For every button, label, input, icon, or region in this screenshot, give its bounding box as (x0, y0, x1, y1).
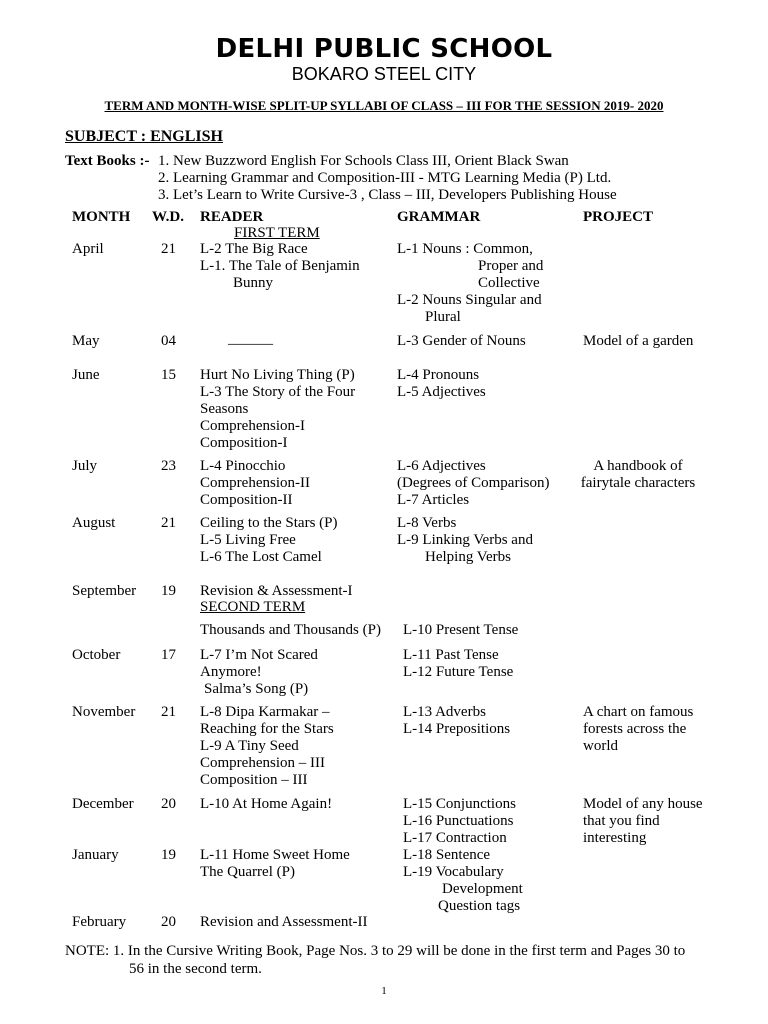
note-line: 56 in the second term. (129, 961, 262, 977)
grammar-line: L-6 Adjectives (397, 458, 486, 474)
grammar-line: Plural (425, 309, 461, 325)
grammar-line: L-12 Future Tense (403, 664, 514, 680)
reader-line: L-11 Home Sweet Home (200, 847, 350, 863)
month-april: April (72, 241, 104, 257)
wd-july: 23 (161, 458, 176, 474)
month-october: October (72, 647, 121, 663)
grammar-line: L-11 Past Tense (403, 647, 499, 663)
reader-line: L-5 Living Free (200, 532, 296, 548)
reader-line: Revision & Assessment-I (200, 583, 353, 599)
grammar-line: L-9 Linking Verbs and (397, 532, 533, 548)
project-line: interesting (583, 830, 647, 846)
month-november: November (72, 704, 136, 720)
reader-line: Thousands and Thousands (P) (200, 622, 381, 638)
month-june: June (72, 367, 100, 383)
reader-line: Comprehension-II (200, 475, 310, 491)
month-may: May (72, 333, 100, 349)
reader-line: L-3 The Story of the Four (200, 384, 356, 400)
month-september: September (72, 583, 137, 599)
grammar-line: L-4 Pronouns (397, 367, 480, 383)
project-line: world (583, 738, 618, 754)
wd-september: 19 (161, 583, 176, 599)
textbook-item: 3. Let’s Learn to Write Cursive-3 , Class – III, Developers Publishing House (158, 187, 617, 203)
grammar-line: (Degrees of Comparison) (397, 475, 550, 491)
grammar-line: L-10 Present Tense (403, 622, 519, 638)
grammar-line: L-7 Articles (397, 492, 470, 508)
reader-line: Revision and Assessment-II (200, 914, 368, 930)
textbook-item: 2. Learning Grammar and Composition-III - MTG Learning Media (P) Ltd. (158, 170, 612, 186)
col-header-wd: W.D. (152, 209, 184, 225)
reader-line: Bunny (233, 275, 274, 291)
reader-line: Hurt No Living Thing (P) (200, 367, 355, 383)
grammar-line: L-14 Prepositions (403, 721, 511, 737)
month-december: December (72, 796, 134, 812)
reader-line: L-10 At Home Again! (200, 796, 333, 812)
grammar-line: Collective (478, 275, 540, 291)
reader-line: Comprehension-I (200, 418, 305, 434)
month-july: July (72, 458, 98, 474)
project-line: that you find (583, 813, 660, 829)
project-line: forests across the (583, 721, 687, 737)
textbook-item: 1. New Buzzword English For Schools Class III, Orient Black Swan (158, 153, 569, 169)
wd-june: 15 (161, 367, 176, 383)
second-term-label: SECOND TERM (200, 599, 306, 615)
month-august: August (72, 515, 116, 531)
reader-line: Comprehension – III (200, 755, 325, 771)
project-line: Model of a garden (583, 333, 694, 349)
grammar-line: L-17 Contraction (403, 830, 507, 846)
reader-line: Ceiling to the Stars (P) (200, 515, 338, 531)
project-line: Model of any house (583, 796, 703, 812)
grammar-line: L-16 Punctuations (403, 813, 514, 829)
wd-october: 17 (161, 647, 176, 663)
reader-line: L-9 A Tiny Seed (200, 738, 299, 754)
reader-line: L-4 Pinocchio (200, 458, 286, 474)
subject-heading: SUBJECT : ENGLISH (65, 128, 223, 145)
col-header-grammar: GRAMMAR (397, 209, 481, 225)
grammar-line: L-2 Nouns Singular and (397, 292, 542, 308)
grammar-line: L-8 Verbs (397, 515, 457, 531)
reader-line: Composition – III (200, 772, 308, 788)
wd-january: 19 (161, 847, 176, 863)
month-january: January (72, 847, 119, 863)
reader-line: Reaching for the Stars (200, 721, 334, 737)
reader-blank: ______ (228, 331, 273, 347)
grammar-line: L-15 Conjunctions (403, 796, 516, 812)
grammar-line: L-5 Adjectives (397, 384, 486, 400)
reader-line: L-1. The Tale of Benjamin (200, 258, 360, 274)
grammar-line: Helping Verbs (425, 549, 511, 565)
col-header-month: MONTH (72, 209, 131, 225)
first-term-label: FIRST TERM (234, 225, 320, 241)
grammar-line: L-19 Vocabulary (403, 864, 504, 880)
project-line: A chart on famous (583, 704, 694, 720)
project-line: A handbook of (593, 458, 683, 474)
grammar-line: Question tags (438, 898, 521, 914)
reader-line: Salma’s Song (P) (204, 681, 309, 697)
note-line: NOTE: 1. In the Cursive Writing Book, Page Nos. 3 to 29 will be done in the first term and Pages 30 to (65, 943, 686, 959)
grammar-line: L-13 Adverbs (403, 704, 486, 720)
school-name: DELHI PUBLIC SCHOOL (215, 34, 553, 64)
reader-line: L-6 The Lost Camel (200, 549, 322, 565)
page-number: 1 (381, 985, 387, 997)
reader-line: L-8 Dipa Karmakar – (200, 704, 330, 720)
col-header-project: PROJECT (583, 209, 654, 225)
grammar-line: L-18 Sentence (403, 847, 491, 863)
month-february: February (72, 914, 127, 930)
reader-line: Anymore! (200, 664, 262, 680)
school-city: BOKARO STEEL CITY (291, 64, 477, 84)
project-line: fairytale characters (580, 475, 696, 491)
reader-line: Composition-I (200, 435, 288, 451)
grammar-line: Proper and (478, 258, 544, 274)
grammar-line: L-1 Nouns : Common, (397, 241, 533, 257)
wd-february: 20 (161, 914, 176, 930)
textbooks-label: Text Books :- (65, 153, 150, 169)
reader-line: L-7 I’m Not Scared (200, 647, 318, 663)
grammar-line: L-3 Gender of Nouns (397, 333, 526, 349)
wd-november: 21 (161, 704, 176, 720)
reader-line: Composition-II (200, 492, 293, 508)
grammar-line: Development (442, 881, 523, 897)
reader-line: Seasons (200, 401, 249, 417)
reader-line: The Quarrel (P) (200, 864, 295, 880)
wd-december: 20 (161, 796, 176, 812)
col-header-reader: READER (200, 209, 264, 225)
wd-august: 21 (161, 515, 176, 531)
wd-april: 21 (161, 241, 176, 257)
wd-may: 04 (161, 333, 176, 349)
reader-line: L-2 The Big Race (200, 241, 308, 257)
syllabus-title: TERM AND MONTH-WISE SPLIT-UP SYLLABI OF CLASS – III FOR THE SESSION 2019- 2020 (104, 98, 664, 113)
